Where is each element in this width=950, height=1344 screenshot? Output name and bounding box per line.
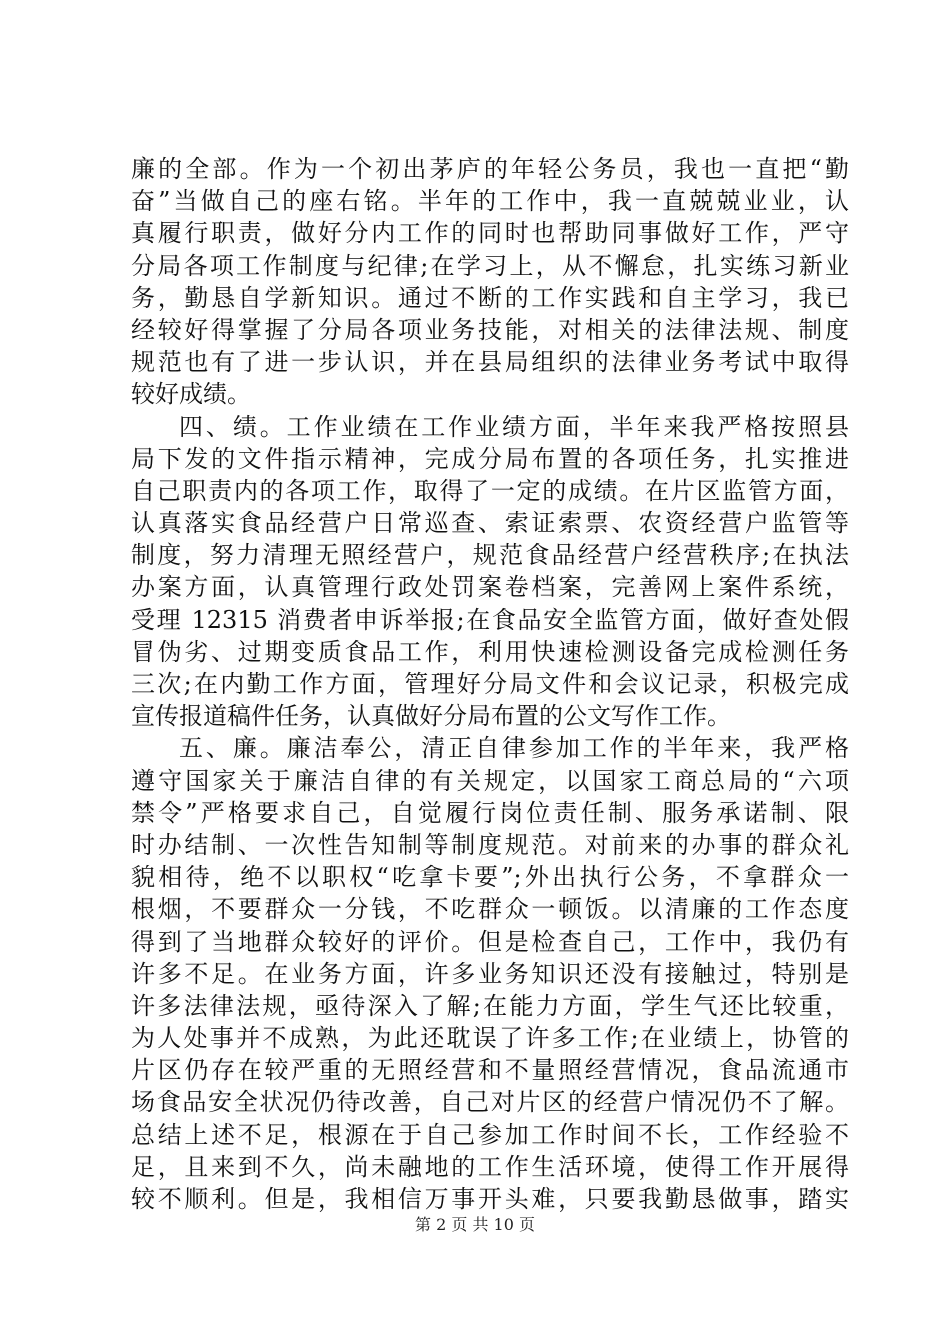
- document-body: [131, 153, 849, 1215]
- text-line: 为人处事并不成熟，为此还耽误了许多工作;在业绩上，协管的: [131, 1024, 849, 1053]
- text-line: 自己职责内的各项工作，取得了一定的成绩。在片区监管方面，: [131, 476, 849, 505]
- text-line: 根烟，不要群众一分钱，不吃群众一顿饭。以清廉的工作态度: [131, 895, 849, 924]
- text-line: 场食品安全状况仍待改善，自己对片区的经营户情况仍不了解。: [131, 1088, 849, 1117]
- text-line: 受理 12315 消费者申诉举报;在食品安全监管方面，做好查处假: [131, 605, 849, 634]
- text-line: 较不顺利。但是，我相信万事开头难，只要我勤恳做事，踏实: [131, 1185, 849, 1213]
- text-line: 得到了当地群众较好的评价。但是检查自己，工作中，我仍有: [131, 927, 849, 956]
- text-line: 总结上述不足，根源在于自己参加工作时间不长，工作经验不: [131, 1120, 849, 1149]
- text-line: 片区仍存在较严重的无照经营和不量照经营情况，食品流通市: [131, 1056, 849, 1085]
- text-line: 办案方面，认真管理行政处罚案卷档案，完善网上案件系统，: [131, 573, 849, 602]
- paragraph-start-line: 四、绩。工作业绩在工作业绩方面，半年来我严格按照县: [179, 412, 849, 441]
- text-line: 认真落实食品经营户日常巡查、索证索票、农资经营户监管等: [131, 509, 849, 538]
- text-line: 许多不足。在业务方面，许多业务知识还没有接触过，特别是: [131, 959, 849, 988]
- paragraph-start-line: 五、廉。廉洁奉公，清正自律参加工作的半年来，我严格: [179, 734, 849, 763]
- text-line: 廉的全部。作为一个初出茅庐的年轻公务员，我也一直把“勤: [131, 155, 849, 183]
- text-line: 规范也有了进一步认识，并在县局组织的法律业务考试中取得: [131, 348, 849, 377]
- text-line: 禁令”严格要求自己，自觉履行岗位责任制、服务承诺制、限: [131, 798, 849, 827]
- text-line: 真履行职责，做好分内工作的同时也帮助同事做好工作，严守: [131, 219, 849, 248]
- text-line: 奋”当做自己的座右铭。半年的工作中，我一直兢兢业业，认: [131, 187, 849, 216]
- text-line: 制度，努力清理无照经营户，规范食品经营户经营秩序;在执法: [131, 541, 849, 570]
- text-line: 经较好得掌握了分局各项业务技能，对相关的法律法规、制度: [131, 315, 849, 344]
- text-line: 貌相待，绝不以职权“吃拿卡要”;外出执行公务，不拿群众一: [131, 863, 849, 892]
- text-line: 务，勤恳自学新知识。通过不断的工作实践和自主学习，我已: [131, 283, 849, 312]
- text-line: 遵守国家关于廉洁自律的有关规定，以国家工商总局的“六项: [131, 766, 849, 795]
- text-line: 局下发的文件指示精神，完成分局布置的各项任务，扎实推进: [131, 444, 849, 473]
- text-line: 许多法律法规，亟待深入了解;在能力方面，学生气还比较重，: [131, 991, 849, 1020]
- page-number-footer: 第 2 页 共 10 页: [415, 1215, 535, 1234]
- text-line: 时办结制、一次性告知制等制度规范。对前来的办事的群众礼: [131, 830, 849, 859]
- text-line: 冒伪劣、过期变质食品工作，利用快速检测设备完成检测任务: [131, 637, 849, 666]
- text-line: 较好成绩。: [131, 380, 251, 409]
- text-line: 分局各项工作制度与纪律;在学习上，从不懈怠，扎实练习新业: [131, 251, 849, 280]
- text-line: 足，且来到不久，尚未融地的工作生活环境，使得工作开展得: [131, 1152, 849, 1181]
- text-line: 宣传报道稿件任务，认真做好分局布置的公文写作工作。: [131, 702, 731, 731]
- text-line: 三次;在内勤工作方面，管理好分局文件和会议记录，积极完成: [131, 670, 849, 698]
